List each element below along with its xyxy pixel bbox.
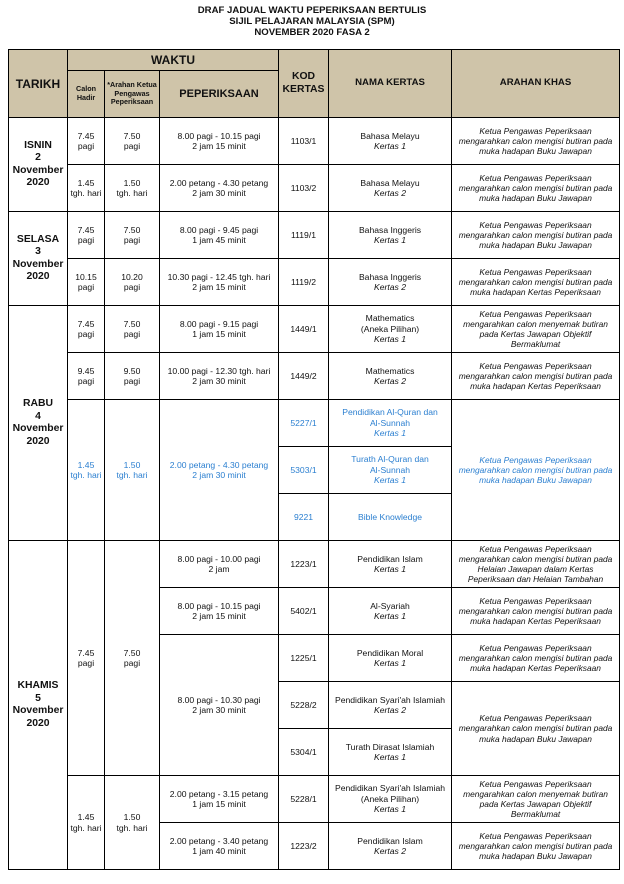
kod-kertas: 1223/1 [279,541,329,588]
header-nama-kertas: NAMA KERTAS [329,50,452,118]
table-row [9,541,620,588]
calon-hadir: 7.45 pagi [68,212,105,259]
arahan-khas: Ketua Pengawas Peperiksaan mengarahkan calon mengisi butiran pada muka hadapan Buku Jawapan [452,165,620,212]
nama-kertas: Al-Syariah Kertas 1 [329,588,452,635]
peperiksaan: 8.00 pagi - 9.45 pagi 1 jam 45 minit [160,212,279,259]
day-isnin: ISNIN 2 November 2020 [9,118,68,212]
peperiksaan: 8.00 pagi - 9.15 pagi 1 jam 15 minit [160,306,279,353]
arahan-ketua: 1.50 tgh. hari [105,776,160,870]
arahan-ketua: 1.50 tgh. hari [105,400,160,541]
kod-kertas: 1223/2 [279,823,329,870]
peperiksaan: 8.00 pagi - 10.30 pagi 2 jam 30 minit [160,635,279,776]
header-arahan-ketua: *Arahan Ketua Pengawas Peperiksaan [105,71,160,118]
kod-kertas: 5402/1 [279,588,329,635]
kod-kertas: 1225/1 [279,635,329,682]
kod-kertas: 5227/1 [279,400,329,447]
nama-kertas: Bible Knowledge [329,494,452,541]
arahan-khas: Ketua Pengawas Peperiksaan mengarahkan calon mengisi butiran pada muka hadapan Kertas Peperiksaan [452,635,620,682]
calon-hadir: 1.45 tgh. hari [68,776,105,870]
peperiksaan: 2.00 petang - 4.30 petang 2 jam 30 minit [160,400,279,541]
nama-kertas: Pendidikan Islam Kertas 2 [329,823,452,870]
peperiksaan: 8.00 pagi - 10.00 pagi 2 jam [160,541,279,588]
nama-kertas: Turath Al-Quran dan Al-Sunnah Kertas 1 [329,447,452,494]
table-row [9,353,620,400]
nama-kertas: Mathematics Kertas 2 [329,353,452,400]
nama-kertas: Pendidikan Moral Kertas 1 [329,635,452,682]
nama-kertas: Bahasa Inggeris Kertas 2 [329,259,452,306]
kod-kertas: 1119/1 [279,212,329,259]
table-row [9,306,620,353]
header-waktu: WAKTU [68,50,279,71]
day-rabu: RABU 4 November 2020 [9,306,68,541]
header-tarikh: TARIKH [9,50,68,118]
kod-kertas: 1119/2 [279,259,329,306]
arahan-khas: Ketua Pengawas Peperiksaan mengarahkan calon mengisi butiran pada muka hadapan Buku Jawapan [452,212,620,259]
title-line-3: NOVEMBER 2020 FASA 2 [254,27,370,38]
kod-kertas: 1103/1 [279,118,329,165]
calon-hadir: 10.15 pagi [68,259,105,306]
nama-kertas: Bahasa Inggeris Kertas 1 [329,212,452,259]
arahan-ketua: 10.20 pagi [105,259,160,306]
header-peperiksaan: PEPERIKSAAN [160,71,279,118]
title-line-2: SIJIL PELAJARAN MALAYSIA (SPM) [229,16,395,27]
calon-hadir: 9.45 pagi [68,353,105,400]
arahan-ketua: 7.50 pagi [105,118,160,165]
nama-kertas: Bahasa Melayu Kertas 1 [329,118,452,165]
table-row [9,118,620,165]
peperiksaan: 10.30 pagi - 12.45 tgh. hari 2 jam 15 minit [160,259,279,306]
nama-kertas: Bahasa Melayu Kertas 2 [329,165,452,212]
arahan-ketua: 9.50 pagi [105,353,160,400]
table-row [9,259,620,306]
arahan-khas: Ketua Pengawas Peperiksaan mengarahkan calon menyemak butiran pada Kertas Jawapan Objektif Bermaklumat [452,306,620,353]
kod-kertas: 9221 [279,494,329,541]
nama-kertas: Pendidikan Islam Kertas 1 [329,541,452,588]
table-row [9,212,620,259]
kod-kertas: 5228/1 [279,776,329,823]
peperiksaan: 2.00 petang - 3.40 petang 1 jam 40 minit [160,823,279,870]
arahan-khas: Ketua Pengawas Peperiksaan mengarahkan calon mengisi butiran pada muka hadapan Buku Jawapan [452,682,620,776]
kod-kertas: 5304/1 [279,729,329,776]
arahan-ketua: 1.50 tgh. hari [105,165,160,212]
kod-kertas: 1449/1 [279,306,329,353]
header-kod-kertas: KOD KERTAS [279,50,329,118]
day-selasa: SELASA 3 November 2020 [9,212,68,306]
nama-kertas: Turath Dirasat Islamiah Kertas 1 [329,729,452,776]
kod-kertas: 1449/2 [279,353,329,400]
arahan-khas: Ketua Pengawas Peperiksaan mengarahkan calon mengisi butiran pada muka hadapan Kertas Peperiksaan [452,353,620,400]
peperiksaan: 2.00 petang - 3.15 petang 1 jam 15 minit [160,776,279,823]
table-row [9,776,620,823]
header-calon-hadir: Calon Hadir [68,71,105,118]
nama-kertas: Pendidikan Al-Quran dan Al-Sunnah Kertas 1 [329,400,452,447]
nama-kertas: Mathematics (Aneka Pilihan) Kertas 1 [329,306,452,353]
nama-kertas: Pendidikan Syari'ah Islamiah (Aneka Pilihan) Kertas 1 [329,776,452,823]
calon-hadir: 1.45 tgh. hari [68,165,105,212]
header-arahan-khas: ARAHAN KHAS [452,50,620,118]
arahan-khas: Ketua Pengawas Peperiksaan mengarahkan calon menyemak butiran pada Kertas Jawapan Objektif Bermaklumat [452,776,620,823]
calon-hadir: 1.45 tgh. hari [68,400,105,541]
arahan-ketua: 7.50 pagi [105,212,160,259]
table-row [9,400,620,447]
exam-timetable [8,49,620,870]
arahan-ketua: 7.50 pagi [105,306,160,353]
arahan-khas: Ketua Pengawas Peperiksaan mengarahkan calon mengisi butiran pada muka hadapan Buku Jawapan [452,400,620,541]
calon-hadir: 7.45 pagi [68,541,105,776]
arahan-khas: Ketua Pengawas Peperiksaan mengarahkan calon mengisi butiran pada muka hadapan Kertas Peperiksaan [452,588,620,635]
peperiksaan: 2.00 petang - 4.30 petang 2 jam 30 minit [160,165,279,212]
calon-hadir: 7.45 pagi [68,118,105,165]
arahan-ketua: 7.50 pagi [105,541,160,776]
kod-kertas: 5303/1 [279,447,329,494]
kod-kertas: 1103/2 [279,165,329,212]
arahan-khas: Ketua Pengawas Peperiksaan mengarahkan calon mengisi butiran pada muka hadapan Kertas Peperiksaan [452,259,620,306]
nama-kertas: Pendidikan Syari'ah Islamiah Kertas 2 [329,682,452,729]
calon-hadir: 7.45 pagi [68,306,105,353]
day-khamis: KHAMIS 5 November 2020 [9,541,68,870]
document-title [0,5,624,38]
kod-kertas: 5228/2 [279,682,329,729]
peperiksaan: 8.00 pagi - 10.15 pagi 2 jam 15 minit [160,588,279,635]
title-line-1: DRAF JADUAL WAKTU PEPERIKSAAN BERTULIS [197,5,427,16]
arahan-khas: Ketua Pengawas Peperiksaan mengarahkan calon mengisi butiran pada Helaian Jawapan dalam Kertas Peperiksaan dan Helaian Tambahan [452,541,620,588]
peperiksaan: 10.00 pagi - 12.30 tgh. hari 2 jam 30 minit [160,353,279,400]
table-row [9,165,620,212]
arahan-khas: Ketua Pengawas Peperiksaan mengarahkan calon mengisi butiran pada muka hadapan Buku Jawapan [452,118,620,165]
peperiksaan: 8.00 pagi - 10.15 pagi 2 jam 15 minit [160,118,279,165]
arahan-khas: Ketua Pengawas Peperiksaan mengarahkan calon mengisi butiran pada muka hadapan Buku Jawapan [452,823,620,870]
